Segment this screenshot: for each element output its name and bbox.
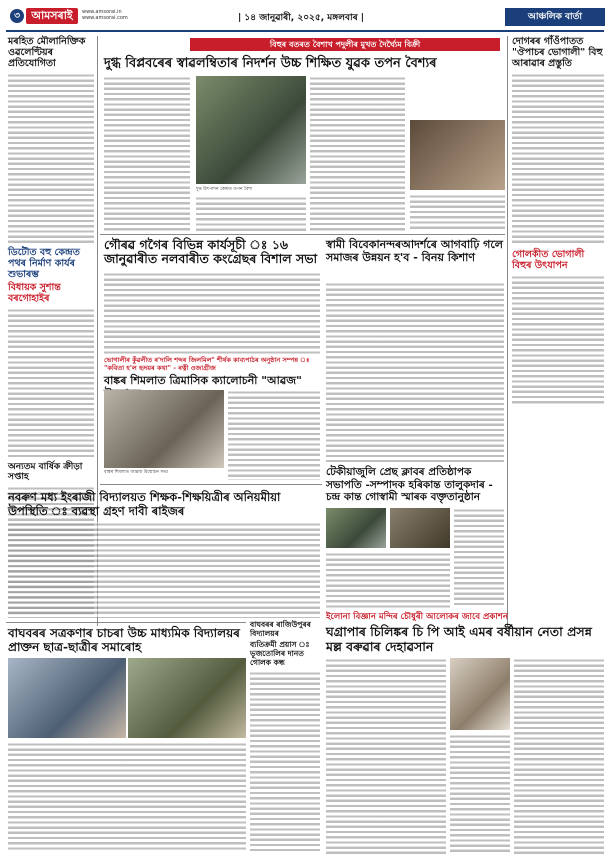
- dairy-cow-photo: [196, 76, 306, 184]
- article-body-text: [196, 196, 306, 231]
- article-body-text: [450, 734, 510, 854]
- website-url[interactable]: www.amsorai.in: [82, 9, 122, 15]
- portrait-photo: [450, 658, 510, 730]
- event-photo: [390, 508, 450, 548]
- sima-kicker: ভোগালীৰ কুঁৱলীত ৰ'দালি শব্দৰ জিলমিল" শীৰ্ষক কাব্যপাঠৰ অনুষ্ঠান সম্পন্ন ঃ "কবিতা হ'ল হৃদয়ৰ কথা" - ৰত্নী ওজাগ্ৰীজ: [104, 356, 310, 372]
- mid-headline-1: বাঘবৰৰ ৰাজিউপুৰৰ বিদ্যালয়ৰ: [250, 620, 311, 638]
- mid-column: [250, 620, 320, 851]
- article-body-text: [454, 508, 504, 608]
- section-divider: [6, 622, 246, 623]
- ghagrapar-headline: ঘগ্ৰাপাৰ চিলিঙ্কৰ চি পি আই এমৰ বৰ্ষীয়ান নেতা প্ৰসন্ন মল্ল বৰুৱাৰ দেহাৱসান: [326, 624, 592, 654]
- gathering-photo: [128, 658, 246, 738]
- top-kicker: বিহুৰ বতৰত বৈশাখ পদুলীৰ মুখত দৈৰ্ঘ্যৈম বিক্ৰী: [190, 38, 500, 51]
- article-body-text: [326, 658, 446, 854]
- newspaper-logo[interactable]: আমসৰাই: [26, 8, 78, 24]
- swami-headline: স্বামী বিবেকানন্দৰআদৰ্শৰে আগবাঢ়ি গলে সমাজৰ উন্নয়ন হ'ব - বিনয় কিশাণ: [326, 238, 503, 264]
- website-links: [82, 9, 128, 21]
- sima-headline: বাঙ্কৰ শিমলাত ত্ৰিমাসিক ক্যালোচনী "আৱজ": [104, 374, 302, 387]
- page-number: ৩: [10, 9, 24, 23]
- website-url[interactable]: www.amsorai.com: [82, 15, 128, 21]
- right-headline-2: গোলকীত ভোগালী বিহুৰ উৎযাপন: [512, 249, 585, 271]
- left-headline-4: অন্যতম বাৰ্ষিক ক্ৰীড়া সপ্তাহ: [8, 462, 83, 482]
- gaurav-headline: গৌৰৱ গগৈৰ বিভিন্ন কাৰ্যসূচী ঃ ১৬ জানুৱাৰীত নলবাৰীত কংগ্ৰেছৰ বিশাল সভা: [104, 237, 318, 266]
- header-rule: [6, 30, 604, 32]
- article-body-text: [512, 73, 604, 243]
- photo-caption: বাঙ্কৰ শিমলাত আৱজ উন্মোচন সভা: [104, 470, 169, 475]
- right-headline-1: দোগৰৰ গাঁওঁপাতত "ঔপাচৰ ভোগালী" বিহু আৰাৱাৰ প্ৰস্তুতি: [512, 36, 603, 69]
- nabarun-headline: নবৰুণ মধ্য ইংৰাজী বিদ্যালয়ত শিক্ষক-শিক্ষয়িত্ৰীৰ অনিয়মীয়া উপস্থিতি ঃ ব্যৱস্থা গ্ৰহণ দাবী ৰাইজৰ: [8, 490, 281, 518]
- mid-headline-2: ব্যতিক্ৰমী প্ৰয়াস ঃ ভূজতোলিৰ দানত গোলক কন্ধ: [250, 640, 310, 667]
- meeting-photo: [104, 390, 224, 468]
- column-divider: [507, 36, 508, 626]
- article-body-text: [410, 194, 505, 231]
- tezpur-headline: টেকীয়াজুলি প্ৰেছ ক্লাবৰ প্ৰতিষ্ঠাপক সভাপতি -সম্পাদক হৰিকান্ত তালুকদাৰ - চন্দ্ৰ কান্ত গোস্বামী স্মাৰক বক্তৃতানুষ্ঠান: [326, 466, 493, 503]
- top-headline: দুগ্ধ বিপ্লবৰেৰ স্বাৱলম্বিতাৰ নিদৰ্শন উচ্চ শিক্ষিত যুৱক তপন বৈশ্যৰ: [104, 56, 437, 71]
- left-headline-3: বিধায়ক সুশান্ত বৰগোহাইৰ: [8, 282, 61, 304]
- baghbar-headline: বাঘবৰৰ সত্ৰকণাৰ চাচৰা উচ্চ মাধ্যমিক বিদ্যালয়ৰ প্ৰাক্তন ছাত্ৰ-ছাত্ৰীৰ সমাৰোহ: [8, 626, 240, 654]
- article-body-text: [310, 76, 405, 231]
- ilona-kicker: ইলোনা বিজ্ঞান মন্দিৰ চৌধুৰী আলোকৰ জাবে প্ৰকাশন: [326, 612, 508, 622]
- article-body-text: [228, 390, 320, 480]
- article-body-text: [8, 308, 94, 458]
- gathering-photo: [8, 658, 126, 738]
- article-body-text: [326, 282, 504, 462]
- section-divider: [100, 484, 322, 485]
- event-photo: [326, 508, 386, 548]
- photo-caption: দুগ্ধ উৎপাদন কেন্দ্ৰত তপন বৈশ্য: [196, 187, 253, 192]
- left-headline-2: ডিটৌত বহু কেন্দ্ৰত পথৰ নিৰ্মাণ কাৰ্যৰ শুভাৰম্ভ: [8, 247, 80, 280]
- article-body-text: [104, 272, 320, 354]
- article-body-text: [250, 671, 320, 851]
- article-body-text: [104, 76, 190, 231]
- article-body-text: [8, 742, 246, 852]
- dairy-shed-photo: [410, 120, 505, 190]
- article-body-text: [514, 658, 604, 854]
- article-body-text: [8, 73, 94, 243]
- right-column: [512, 36, 604, 405]
- article-body-text: [8, 522, 320, 618]
- section-label: আঞ্চলিক বাৰ্তা: [505, 8, 605, 26]
- issue-date: | ১৪ জানুৱাৰী, ২০২৫, মঙ্গলবাৰ |: [238, 13, 365, 23]
- article-body-text: [512, 275, 604, 405]
- section-divider: [100, 234, 505, 235]
- article-body-text: [326, 552, 450, 608]
- left-headline-1: মৰহিত মৌলানিক্তিক ওৱলেণ্টিয়ৰ প্ৰতিযোগিতা: [8, 36, 86, 69]
